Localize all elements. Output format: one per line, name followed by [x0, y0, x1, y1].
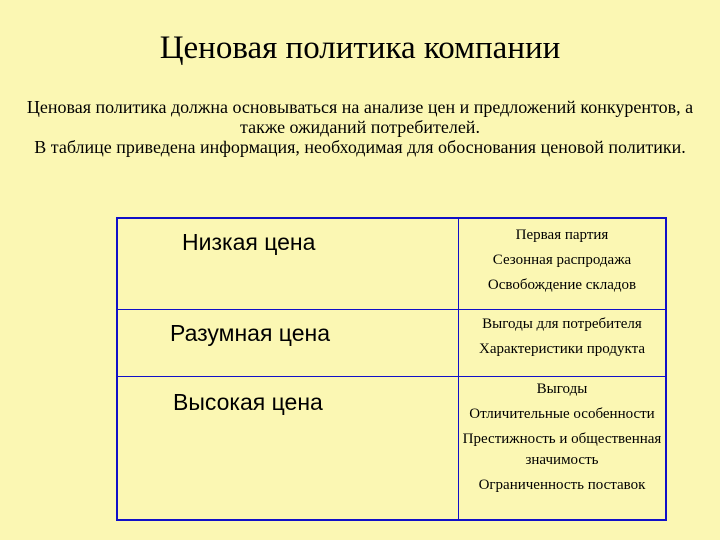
detail-item: Выгоды для потребителя	[482, 316, 642, 332]
row-label-high-price: Высокая цена	[173, 389, 323, 415]
detail-item: Первая партия	[515, 227, 609, 243]
row-details-cell	[459, 310, 667, 377]
row-label-cell	[117, 377, 459, 521]
row-label-cell	[117, 218, 459, 310]
detail-item: Освобождение складов	[487, 277, 637, 293]
detail-item: Ограниченность поставок	[478, 477, 646, 493]
row-label-low-price: Низкая цена	[182, 229, 316, 255]
row-label-cell	[117, 310, 459, 377]
intro-paragraph-1: Ценовая политика должна основываться на анализе цен и предложений конкурентов, а также ожиданий потребителей.	[26, 97, 694, 137]
table-row-reasonable-price	[117, 310, 666, 377]
detail-item: Отличительные особенности	[469, 406, 655, 422]
detail-item: Характеристики продукта	[479, 341, 645, 357]
detail-item: Престижность и общественная значимость	[462, 431, 662, 468]
table-row-high-price	[117, 377, 666, 521]
pricing-table	[116, 217, 667, 521]
detail-item: Выгоды	[536, 381, 588, 397]
slide-title: Ценовая политика компании	[159, 30, 561, 66]
intro-paragraph-2: В таблице приведена информация, необходимая для обоснования ценовой политики.	[34, 137, 686, 157]
table-row-low-price	[117, 218, 666, 310]
row-label-reasonable-price: Разумная цена	[170, 320, 330, 346]
detail-item: Сезонная распродажа	[492, 252, 632, 268]
row-details-cell	[459, 218, 667, 310]
row-details-cell	[459, 377, 667, 521]
intro-text	[20, 97, 700, 157]
